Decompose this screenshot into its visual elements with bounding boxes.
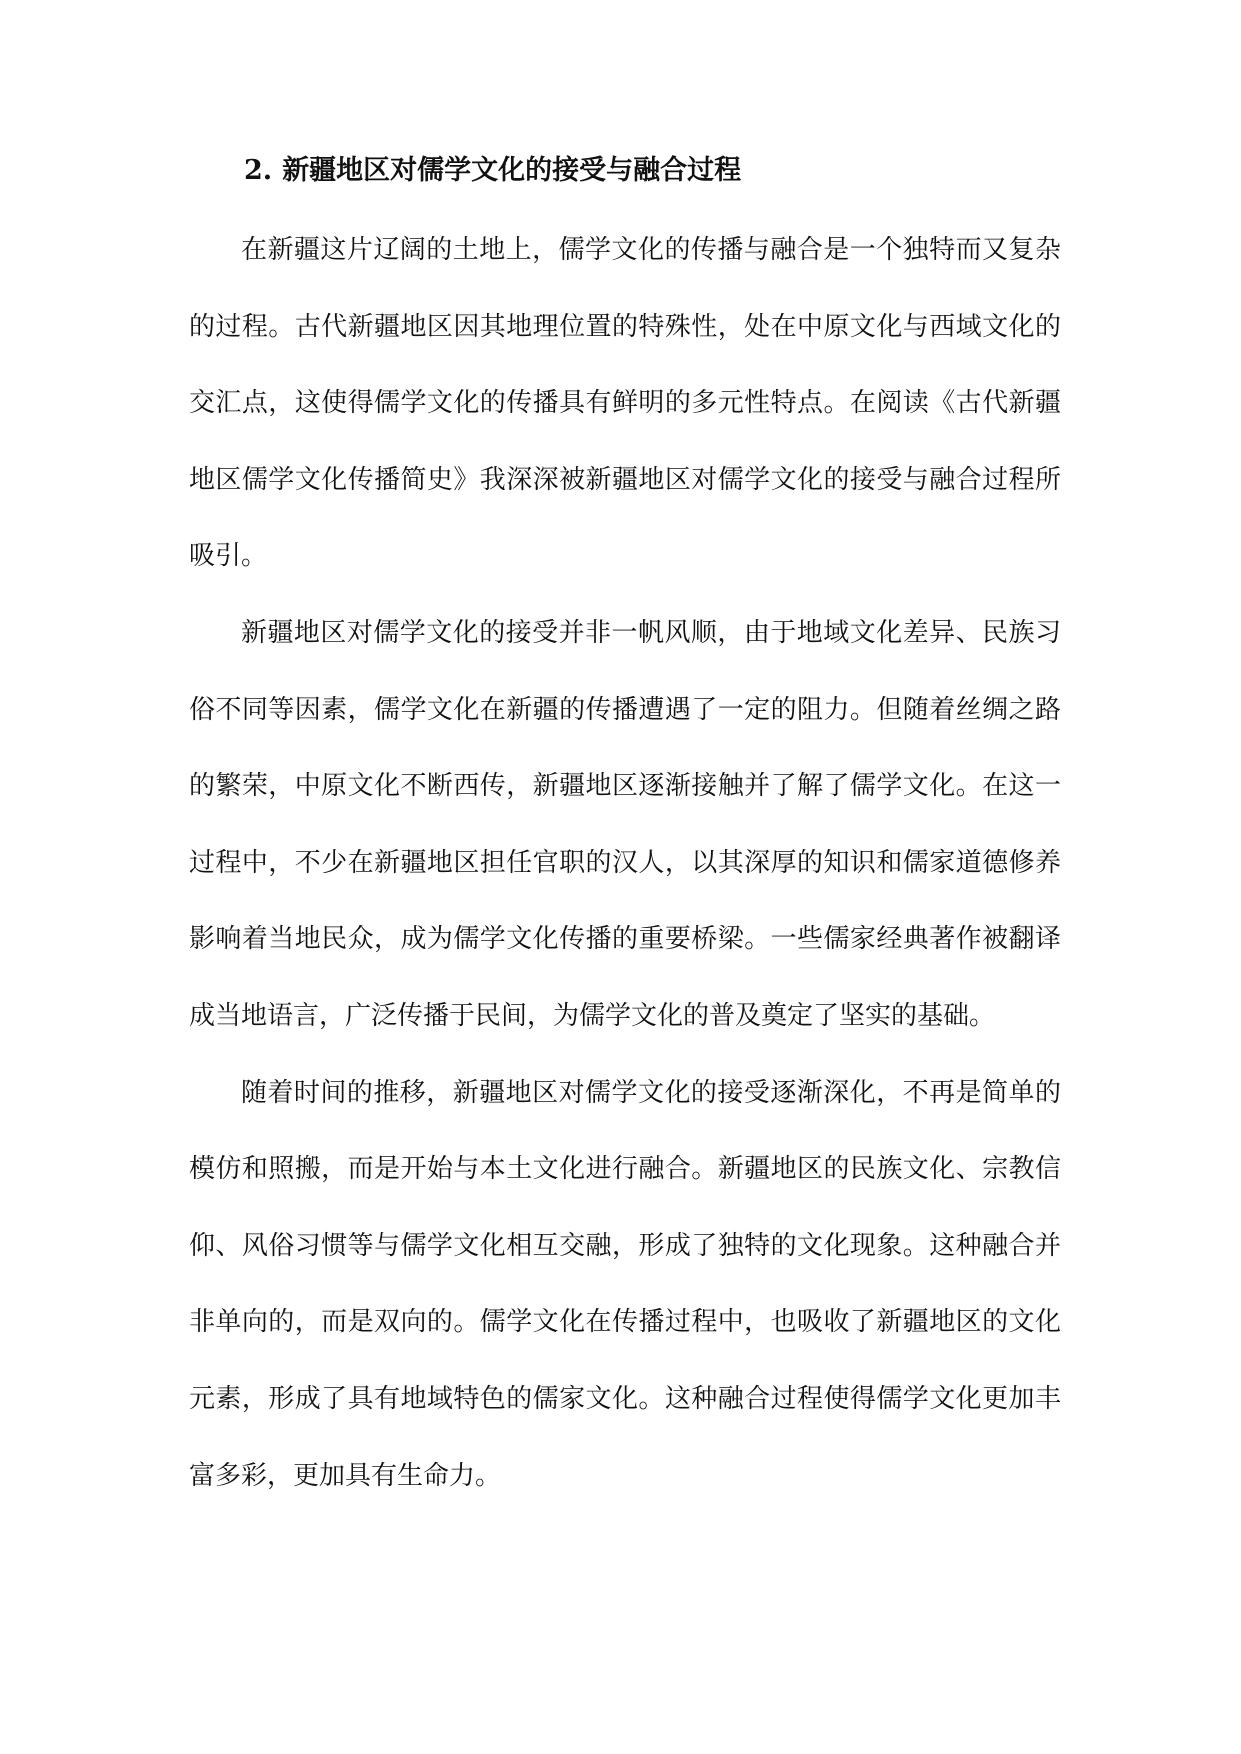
- paragraph: 新疆地区对儒学文化的接受并非一帆风顺，由于地域文化差异、民族习俗不同等因素，儒学文化在新疆的传播遭遇了一定的阻力。但随着丝绸之路的繁荣，中原文化不断西传，新疆地区逐渐接触并了解了儒学文化。在这一过程中，不少在新疆地区担任官职的汉人，以其深厚的知识和儒家道德修养影响着当地民众，成为儒学文化传播的重要桥梁。一些儒家经典著作被翻译成当地语言，广泛传播于民间，为儒学文化的普及奠定了坚实的基础。: [189, 617, 1061, 1031]
- body-text: [189, 212, 1061, 1514]
- section-heading: [244, 146, 741, 196]
- section-number: 2.: [244, 155, 273, 186]
- paragraph: 随着时间的推移，新疆地区对儒学文化的接受逐渐深化，不再是简单的模仿和照搬，而是开始与本土文化进行融合。新疆地区的民族文化、宗教信仰、风俗习惯等与儒学文化相互交融，形成了独特的文化现象。这种融合并非单向的，而是双向的。儒学文化在传播过程中，也吸收了新疆地区的文化元素，形成了具有地域特色的儒家文化。这种融合过程使得儒学文化更加丰富多彩，更加具有生命力。: [189, 1077, 1061, 1491]
- paragraph: 在新疆这片辽阔的土地上，儒学文化的传播与融合是一个独特而又复杂的过程。古代新疆地区因其地理位置的特殊性，处在中原文化与西域文化的交汇点，这使得儒学文化的传播具有鲜明的多元性特点。在阅读《古代新疆地区儒学文化传播简史》我深深被新疆地区对儒学文化的接受与融合过程所吸引。: [189, 235, 1061, 572]
- section-title: 新疆地区对儒学文化的接受与融合过程: [282, 155, 742, 186]
